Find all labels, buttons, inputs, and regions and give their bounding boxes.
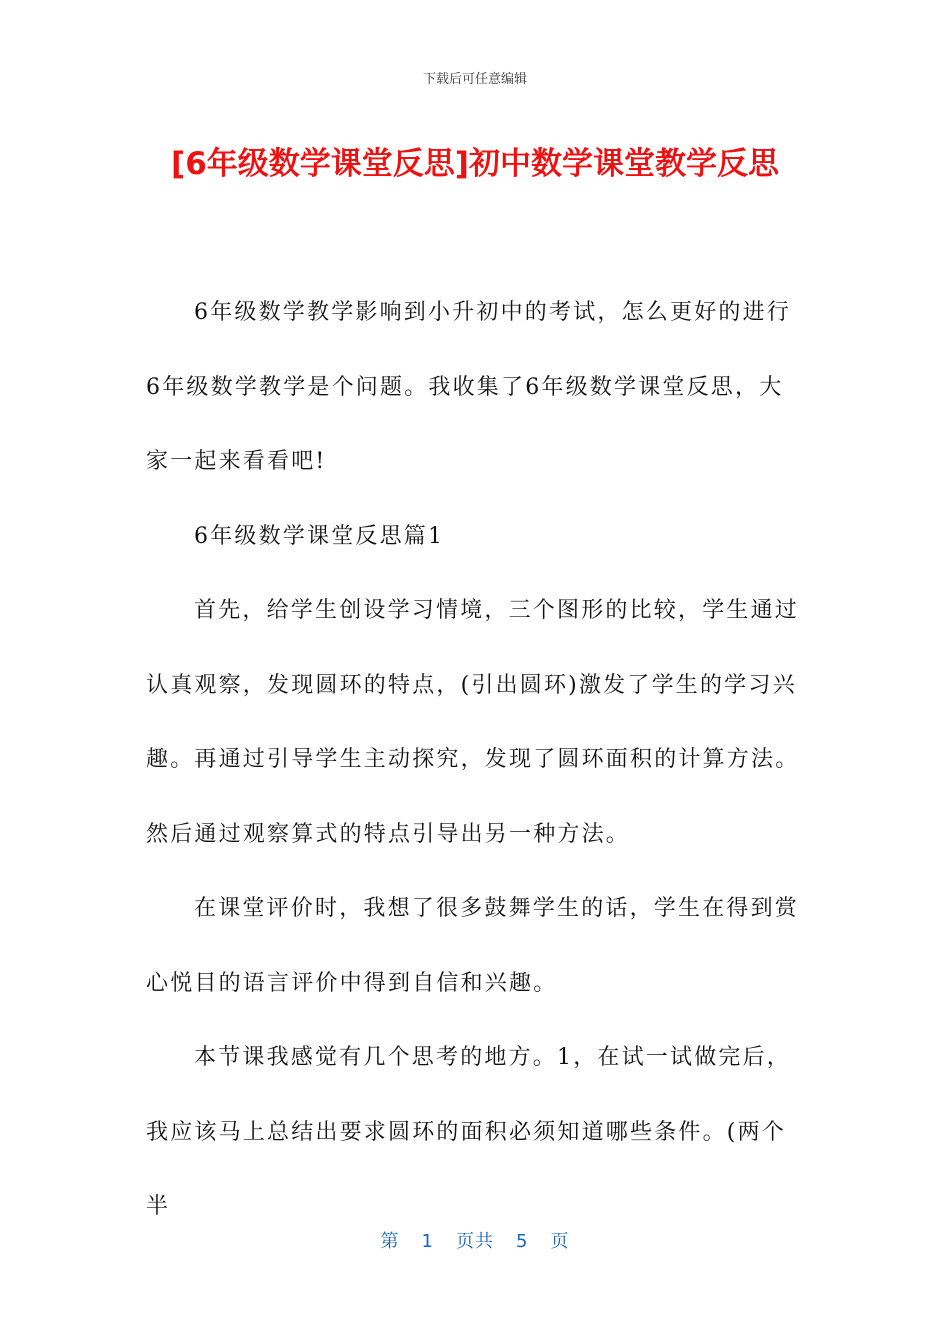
section-heading: 6年级数学课堂反思篇1	[194, 523, 445, 549]
document-title: [6年级数学课堂反思]初中数学课堂教学反思	[171, 146, 779, 182]
paragraph-situation: 首先，给学生创设学习情境，三个图形的比较，学生通过认真观察，发现圆环的特点，(引出圆环)激发了学生的学习兴趣。再通过引导学生主动探究，发现了圆环面积的计算方法。然后通过观察算式的特点引导出另一种方法。	[146, 598, 800, 847]
paragraph-reflection: 本节课我感觉有几个思考的地方。1，在试一试做完后，我应该马上总结出要求圆环的面积必须知道哪些条件。(两个半	[146, 1045, 791, 1219]
paragraph-evaluation: 在课堂评价时，我想了很多鼓舞学生的话，学生在得到赏心悦目的语言评价中得到自信和兴趣。	[146, 896, 800, 996]
footer-total-pages: 5	[516, 1231, 529, 1252]
footer-current-page: 1	[421, 1231, 434, 1252]
footer-middle: 页共	[456, 1231, 494, 1252]
footer-suffix: 页	[550, 1231, 570, 1252]
paragraph-intro: 6年级数学教学影响到小升初中的考试，怎么更好的进行6年级数学教学是个问题。我收集了6年级数学课堂反思，大家一起来看看吧!	[146, 300, 791, 474]
header-note: 下载后可任意编辑	[422, 72, 527, 87]
page-footer	[0, 1227, 950, 1253]
footer-prefix: 第	[380, 1231, 400, 1252]
document-body	[146, 276, 806, 1245]
